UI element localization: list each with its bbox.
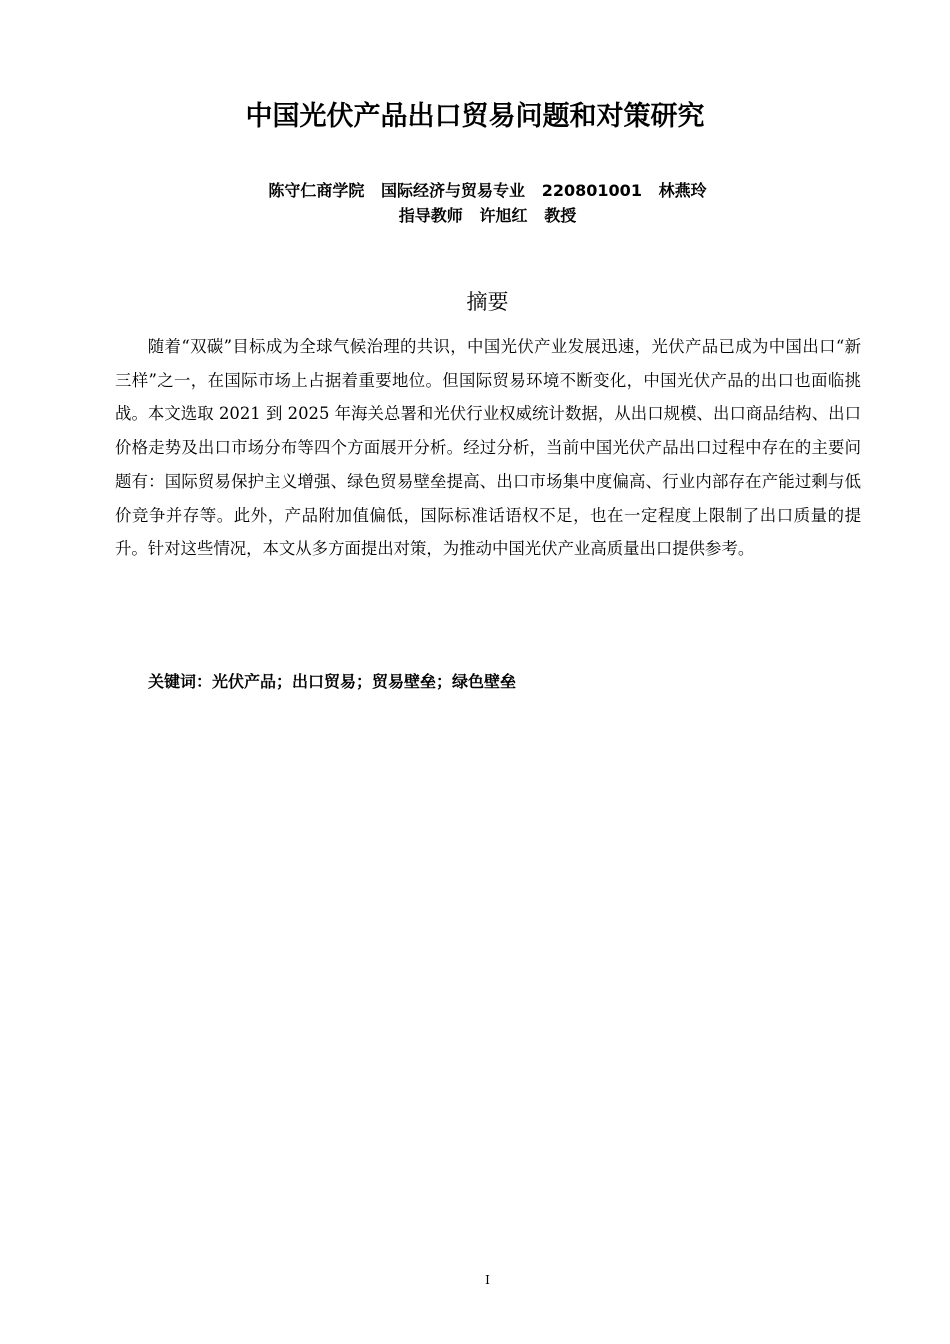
- keywords: 关键词：光伏产品；出口贸易；贸易壁垒；绿色壁垒: [148, 672, 517, 691]
- paper-title: 中国光伏产品出口贸易问题和对策研究: [245, 101, 705, 132]
- advisor-info: 指导教师 许旭红 教授: [398, 206, 577, 225]
- page-number: I: [485, 1273, 490, 1287]
- abstract-heading: 摘要: [466, 290, 509, 314]
- abstract-body: 随着“双碳”目标成为全球气候治理的共识，中国光伏产业发展迅速，光伏产品已成为中国出口“新三样”之一，在国际市场上占据着重要地位。但国际贸易环境不断变化，中国光伏产品的出口也面临挑战。本文选取 2021 到 2025 年海关总署和光伏行业权威统计数据，从出口规模、出口商品结构、出口价格走势及出口市场分布等四个方面展开分析。经过分析，当前中国光伏产品出口过程中存在的主要问题有：国际贸易保护主义增强、绿色贸易壁垒提高、出口市场集中度偏高、行业内部存在产能过剩与低价竞争并存等。此外，产品附加值偏低，国际标准话语权不足，也在一定程度上限制了出口质量的提升。针对这些情况，本文从多方面提出对策，为推动中国光伏产业高质量出口提供参考。: [115, 337, 861, 559]
- author-info: 陈守仁商学院 国际经济与贸易专业 220801001 林燕玲: [268, 181, 707, 200]
